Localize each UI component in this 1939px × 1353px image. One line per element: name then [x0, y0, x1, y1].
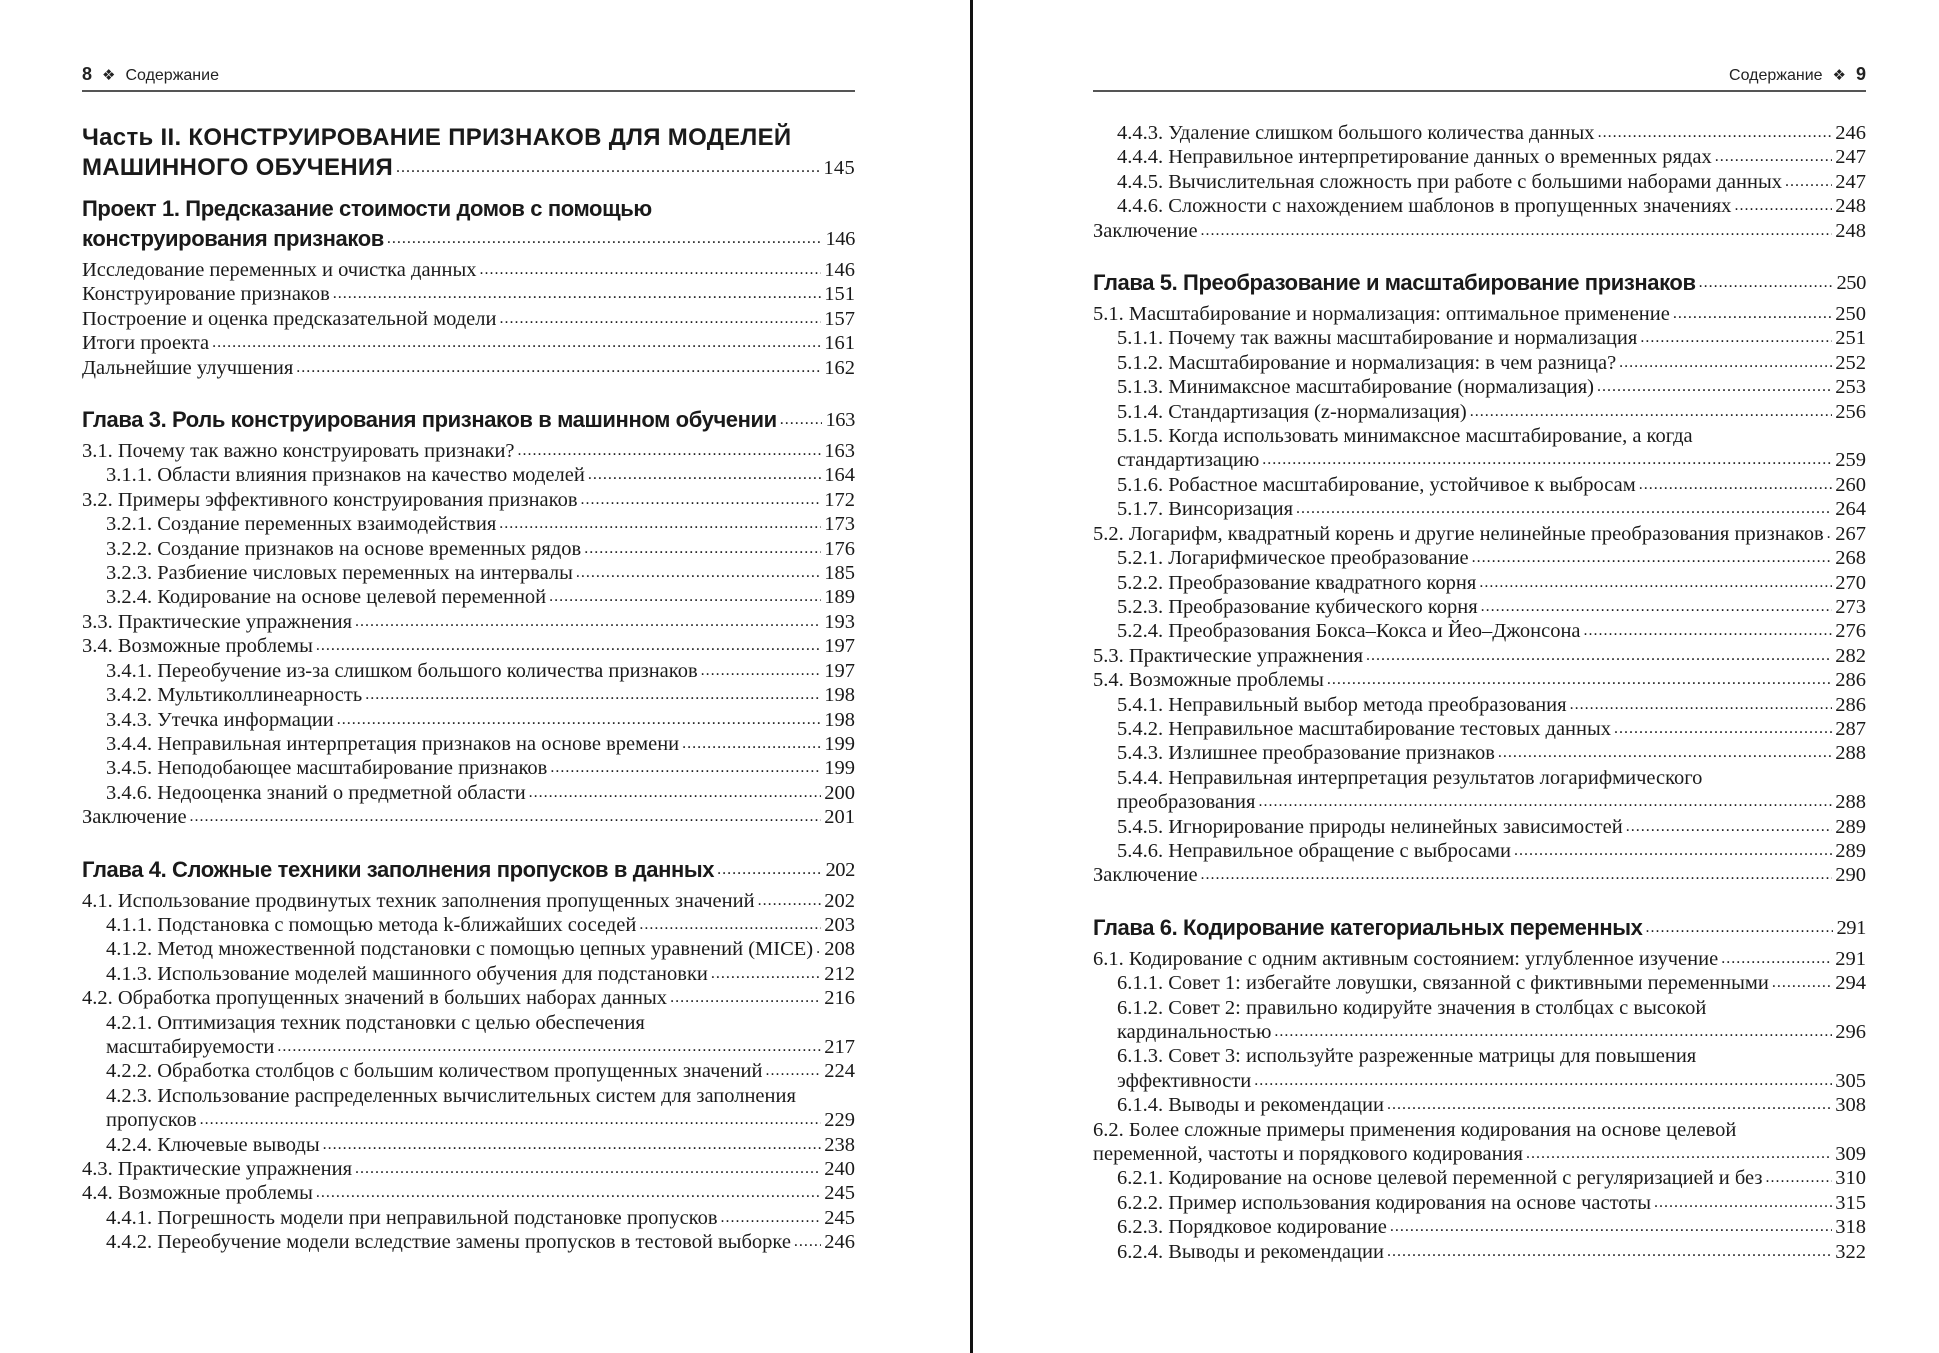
toc-entry	[1093, 741, 1866, 765]
entry-page-number: 248	[1832, 194, 1866, 218]
entry-title: 3.2. Примеры эффективного конструирования признаков . . .	[82, 489, 578, 511]
entry-title: 5.4.6. Неправильное обращение с выбросами . . .	[1117, 840, 1511, 862]
entry-page-number: 246	[821, 1230, 855, 1254]
entry-title: 5.1.1. Почему так важны масштабирование и нормализация . . .	[1117, 327, 1637, 349]
entry-page-number: 172	[821, 488, 855, 512]
toc-entry	[82, 258, 855, 282]
entry-page-number: 276	[1832, 619, 1866, 643]
entry-title: 5.1.6. Робастное масштабирование, устойчивое к выбросам . . .	[1117, 474, 1636, 496]
entry-title: 4.2.4. Ключевые выводы . . .	[106, 1134, 320, 1156]
entry-page-number: 287	[1832, 717, 1866, 741]
entry-title: Дальнейшие улучшения . . .	[82, 357, 293, 379]
entry-title: 3.4.2. Мультиколлинеарность . . .	[106, 684, 362, 706]
page-number: 8	[82, 64, 93, 84]
entry-page-number: 197	[821, 659, 855, 683]
entry-title: Заключение . . .	[82, 806, 187, 828]
toc-entry	[82, 913, 855, 937]
toc-entry	[82, 805, 855, 829]
toc-entry	[1093, 1093, 1866, 1117]
entry-page-number: 267	[1832, 522, 1866, 546]
entry-page-number: 259	[1832, 448, 1866, 472]
chapter-entry	[82, 406, 855, 434]
toc-entry	[1093, 971, 1866, 995]
entry-page-number: 189	[821, 585, 855, 609]
entry-title: 3.4.1. Переобучение из-за слишком большого количества признаков . . .	[106, 660, 698, 682]
entry-title: 6.2.2. Пример использования кодирования на основе частоты . . .	[1117, 1192, 1651, 1214]
entry-title: 3.4.4. Неправильная интерпретация признаков на основе времени . . .	[106, 733, 679, 755]
entry-title: 5.4.2. Неправильное масштабирование тестовых данных . . .	[1117, 718, 1611, 740]
part-entry	[82, 123, 855, 183]
toc-entry	[82, 463, 855, 487]
entry-title: Глава 3. Роль конструирования признаков в машинном обучении . . .	[82, 407, 777, 432]
toc-entry	[82, 439, 855, 463]
entry-title: 3.2.4. Кодирование на основе целевой переменной . . .	[106, 586, 546, 608]
entry-title: 5.3. Практические упражнения . . .	[1093, 645, 1363, 667]
entry-title: 4.2. Обработка пропущенных значений в больших наборах данных . . .	[82, 987, 667, 1009]
entry-page-number: 286	[1832, 668, 1866, 692]
project-entry	[82, 194, 855, 254]
entry-page-number: 246	[1832, 121, 1866, 145]
entry-page-number: 273	[1832, 595, 1866, 619]
entry-page-number: 202	[821, 889, 855, 913]
entry-page-number: 198	[821, 708, 855, 732]
chapter-entry	[1093, 269, 1866, 297]
entry-title: 5.4.3. Излишнее преобразование признаков . . .	[1117, 742, 1495, 764]
entry-title: Глава 6. Кодирование категориальных переменных . . .	[1093, 915, 1643, 940]
entry-page-number: 288	[1832, 790, 1866, 814]
toc-entry	[1093, 863, 1866, 887]
toc-entry	[82, 1206, 855, 1230]
entry-page-number: 291	[1832, 947, 1866, 971]
entry-title: 3.2.3. Разбиение числовых переменных на интервалы . . .	[106, 562, 573, 584]
entry-page-number: 146	[821, 258, 855, 282]
entry-title: 3.1. Почему так важно конструировать признаки? . . .	[82, 440, 515, 462]
entry-title: 5.1. Масштабирование и нормализация: оптимальное применение . . .	[1093, 303, 1670, 325]
entry-page-number: 270	[1832, 571, 1866, 595]
entry-title: Заключение . . .	[1093, 220, 1198, 242]
entry-title: 5.1.4. Стандартизация (z-нормализация) . . .	[1117, 401, 1467, 423]
entry-title: 3.4.6. Недооценка знаний о предметной области . . .	[106, 782, 526, 804]
entry-title: Глава 5. Преобразование и масштабирование признаков . . .	[1093, 270, 1696, 295]
toc-entry	[82, 781, 855, 805]
toc-entry	[82, 708, 855, 732]
toc-entry	[1093, 424, 1866, 473]
toc-entry	[1093, 693, 1866, 717]
toc-entry	[1093, 947, 1866, 971]
running-title: Содержание	[1729, 67, 1823, 84]
entry-title: 4.1. Использование продвинутых техник заполнения пропущенных значений . . .	[82, 890, 755, 912]
entry-page-number: 200	[821, 781, 855, 805]
entry-title: 6.1.3. Совет 3: используйте разреженные матрицы для повышения эффективности . . .	[1117, 1045, 1696, 1091]
entry-page-number: 252	[1832, 351, 1866, 375]
entry-title: 3.1.1. Области влияния признаков на качество моделей . . .	[106, 464, 585, 486]
toc-entry	[1093, 668, 1866, 692]
entry-title: Итоги проекта . . .	[82, 332, 209, 354]
toc-entry	[82, 659, 855, 683]
entry-page-number: 308	[1832, 1093, 1866, 1117]
running-header-left	[82, 64, 855, 92]
entry-page-number: 146	[822, 224, 855, 254]
toc-entry	[82, 986, 855, 1010]
entry-page-number: 185	[821, 561, 855, 585]
toc-entry	[1093, 839, 1866, 863]
entry-page-number: 245	[821, 1181, 855, 1205]
ornament-icon: ❖	[102, 66, 116, 84]
toc-entry	[1093, 717, 1866, 741]
chapter-entry	[82, 856, 855, 884]
entry-title: Часть II. КОНСТРУИРОВАНИЕ ПРИЗНАКОВ ДЛЯ МОДЕЛЕЙ МАШИННОГО ОБУЧЕНИЯ . . .	[82, 124, 791, 181]
entry-title: 6.2.3. Порядковое кодирование . . .	[1117, 1216, 1387, 1238]
toc-entry	[1093, 619, 1866, 643]
entry-title: 6.2.1. Кодирование на основе целевой переменной с регуляризацией и без . . .	[1117, 1167, 1763, 1189]
toc-entry	[82, 488, 855, 512]
toc-entry	[1093, 145, 1866, 169]
entry-title: 4.1.2. Метод множественной подстановки с помощью цепных уравнений (MICE) . . .	[106, 938, 813, 960]
page-gutter-divider	[970, 0, 973, 1353]
running-header-right	[1093, 64, 1866, 92]
entry-title: 4.1.3. Использование моделей машинного обучения для подстановки . . .	[106, 963, 708, 985]
entry-title: Глава 4. Сложные техники заполнения пропусков в данных . . .	[82, 857, 714, 882]
toc-entry	[82, 937, 855, 961]
toc-entry	[82, 356, 855, 380]
toc-entry	[1093, 1118, 1866, 1167]
entry-page-number: 256	[1832, 400, 1866, 424]
toc-entry	[1093, 522, 1866, 546]
running-title: Содержание	[125, 67, 219, 84]
toc-entry	[82, 512, 855, 536]
entry-title: 6.1.2. Совет 2: правильно кодируйте значения в столбцах с высокой кардинальностью . . .	[1117, 997, 1706, 1043]
entry-title: Построение и оценка предсказательной модели . . .	[82, 308, 496, 330]
entry-page-number: 264	[1832, 497, 1866, 521]
toc-entry	[1093, 497, 1866, 521]
toc-entry	[1093, 170, 1866, 194]
entry-title: Исследование переменных и очистка данных . . .	[82, 259, 477, 281]
toc-entry	[1093, 400, 1866, 424]
toc-entry	[1093, 996, 1866, 1045]
toc-entry	[1093, 1240, 1866, 1264]
entry-page-number: 145	[820, 153, 855, 183]
entry-page-number: 202	[822, 856, 855, 884]
toc-entry	[82, 537, 855, 561]
entry-title: 4.1.1. Подстановка с помощью метода k-ближайших соседей . . .	[106, 914, 636, 936]
entry-title: 5.2.1. Логарифмическое преобразование . . .	[1117, 547, 1469, 569]
entry-page-number: 290	[1832, 863, 1866, 887]
toc-entry	[82, 585, 855, 609]
toc-entry	[1093, 302, 1866, 326]
entry-page-number: 199	[821, 732, 855, 756]
toc-entry	[1093, 121, 1866, 145]
entry-title: 5.2.4. Преобразования Бокса–Кокса и Йео–Джонсона . . .	[1117, 620, 1581, 642]
entry-page-number: 197	[821, 634, 855, 658]
toc-entry	[1093, 546, 1866, 570]
entry-page-number: 157	[821, 307, 855, 331]
entry-title: 5.1.5. Когда использовать минимаксное масштабирование, а когда стандартизацию . . .	[1117, 425, 1693, 471]
toc-entry	[82, 610, 855, 634]
entry-page-number: 315	[1832, 1191, 1866, 1215]
entry-page-number: 229	[821, 1108, 855, 1132]
entry-title: 6.2.4. Выводы и рекомендации . . .	[1117, 1241, 1384, 1263]
entry-title: 4.2.1. Оптимизация техник подстановки с целью обеспечения масштабируемости . . .	[106, 1012, 645, 1058]
entry-title: 4.4.2. Переобучение модели вследствие замены пропусков в тестовой выборке . . .	[106, 1231, 791, 1253]
toc-entry	[1093, 766, 1866, 815]
toc-entry	[1093, 473, 1866, 497]
entry-page-number: 296	[1832, 1020, 1866, 1044]
toc-entry	[82, 889, 855, 913]
entry-page-number: 151	[821, 282, 855, 306]
entry-title: 4.4.6. Сложности с нахождением шаблонов в пропущенных значениях . . .	[1117, 195, 1731, 217]
entry-page-number: 216	[821, 986, 855, 1010]
toc-entry	[82, 634, 855, 658]
entry-page-number: 310	[1832, 1166, 1866, 1190]
entry-page-number: 289	[1832, 815, 1866, 839]
entry-page-number: 253	[1832, 375, 1866, 399]
entry-title: 6.1.4. Выводы и рекомендации . . .	[1117, 1094, 1384, 1116]
entry-page-number: 164	[821, 463, 855, 487]
toc-entry	[1093, 219, 1866, 243]
toc-entry	[1093, 326, 1866, 350]
entry-page-number: 286	[1832, 693, 1866, 717]
entry-title: 5.2. Логарифм, квадратный корень и другие нелинейные преобразования признаков . . .	[1093, 523, 1824, 545]
entry-page-number: 173	[821, 512, 855, 536]
entry-title: 5.4.1. Неправильный выбор метода преобразования . . .	[1117, 694, 1567, 716]
entry-title: Конструирование признаков . . .	[82, 283, 330, 305]
entry-page-number: 162	[821, 356, 855, 380]
toc-entry	[82, 561, 855, 585]
entry-title: 5.4.4. Неправильная интерпретация результатов логарифмического преобразования . . .	[1117, 767, 1702, 813]
toc-entry	[82, 683, 855, 707]
entry-title: 3.2.1. Создание переменных взаимодействия . . .	[106, 513, 496, 535]
toc-entry	[82, 331, 855, 355]
toc-entry	[82, 1230, 855, 1254]
entry-page-number: 282	[1832, 644, 1866, 668]
entry-page-number: 208	[821, 937, 855, 961]
entry-title: 4.4.5. Вычислительная сложность при работе с большими наборами данных . . .	[1117, 171, 1782, 193]
toc-entry	[82, 1084, 855, 1133]
entry-page-number: 248	[1832, 219, 1866, 243]
chapter-entry	[1093, 914, 1866, 942]
entry-page-number: 294	[1832, 971, 1866, 995]
toc-entry	[1093, 351, 1866, 375]
toc-entry	[82, 307, 855, 331]
entry-title: 4.2.2. Обработка столбцов с большим количеством пропущенных значений . . .	[106, 1060, 763, 1082]
entry-page-number: 176	[821, 537, 855, 561]
toc-entry	[1093, 644, 1866, 668]
toc-entry	[82, 282, 855, 306]
entry-page-number: 203	[821, 913, 855, 937]
entry-page-number: 201	[821, 805, 855, 829]
toc-entry	[82, 1181, 855, 1205]
toc-entry	[1093, 194, 1866, 218]
entry-title: 4.4.4. Неправильное интерпретирование данных о временных рядах . . .	[1117, 146, 1712, 168]
toc-entry	[1093, 1215, 1866, 1239]
toc-entry	[1093, 1191, 1866, 1215]
entry-page-number: 251	[1832, 326, 1866, 350]
entry-title: 3.2.2. Создание признаков на основе временных рядов . . .	[106, 538, 581, 560]
entry-page-number: 240	[821, 1157, 855, 1181]
entry-title: 5.1.3. Минимаксное масштабирование (нормализация) . . .	[1117, 376, 1594, 398]
entry-title: 3.3. Практические упражнения . . .	[82, 611, 352, 633]
entry-title: 5.4.5. Игнорирование природы нелинейных зависимостей . . .	[1117, 816, 1623, 838]
toc-entry	[1093, 1044, 1866, 1093]
entry-page-number: 163	[821, 439, 855, 463]
entry-page-number: 289	[1832, 839, 1866, 863]
toc-entry	[82, 1011, 855, 1060]
entry-title: 4.4.1. Погрешность модели при неправильной подстановке пропусков . . .	[106, 1207, 718, 1229]
entry-title: Проект 1. Предсказание стоимости домов с помощью конструирования признаков . . .	[82, 196, 652, 251]
toc-entry	[1093, 571, 1866, 595]
entry-page-number: 247	[1832, 170, 1866, 194]
entry-page-number: 305	[1832, 1069, 1866, 1093]
entry-page-number: 291	[1833, 914, 1866, 942]
entry-title: 4.3. Практические упражнения . . .	[82, 1158, 352, 1180]
page-number: 9	[1855, 64, 1866, 84]
entry-page-number: 163	[822, 406, 855, 434]
entry-page-number: 193	[821, 610, 855, 634]
entry-title: 4.2.3. Использование распределенных вычислительных систем для заполнения пропусков . . .	[106, 1085, 796, 1131]
entry-title: 5.2.2. Преобразование квадратного корня . . .	[1117, 572, 1476, 594]
entry-page-number: 309	[1832, 1142, 1866, 1166]
entry-page-number: 212	[821, 962, 855, 986]
toc-entry	[82, 1157, 855, 1181]
entry-page-number: 217	[821, 1035, 855, 1059]
toc-entry	[82, 1059, 855, 1083]
entry-page-number: 198	[821, 683, 855, 707]
entry-title: 4.4.3. Удаление слишком большого количества данных . . .	[1117, 122, 1595, 144]
toc-entry	[1093, 375, 1866, 399]
entry-title: 6.1.1. Совет 1: избегайте ловушки, связанной с фиктивными переменными . . .	[1117, 972, 1769, 994]
entry-title: 6.1. Кодирование с одним активным состоянием: углубленное изучение . . .	[1093, 948, 1718, 970]
entry-title: 5.1.2. Масштабирование и нормализация: в чем разница? . . .	[1117, 352, 1616, 374]
toc-entry	[1093, 815, 1866, 839]
entry-title: Заключение . . .	[1093, 864, 1198, 886]
entry-page-number: 247	[1832, 145, 1866, 169]
entry-page-number: 260	[1832, 473, 1866, 497]
entry-page-number: 250	[1832, 302, 1866, 326]
entry-page-number: 288	[1832, 741, 1866, 765]
entry-title: 6.2. Более сложные примеры применения кодирования на основе целевой переменной, частоты и порядкового кодирования . . .	[1093, 1119, 1736, 1165]
toc-entry	[82, 732, 855, 756]
entry-page-number: 322	[1832, 1240, 1866, 1264]
toc-entry	[82, 962, 855, 986]
toc-entry	[1093, 1166, 1866, 1190]
entry-page-number: 161	[821, 331, 855, 355]
entry-title: 5.4. Возможные проблемы . . .	[1093, 669, 1324, 691]
entry-title: 5.2.3. Преобразование кубического корня . . .	[1117, 596, 1478, 618]
entry-page-number: 238	[821, 1133, 855, 1157]
entry-title: 5.1.7. Винсоризация . . .	[1117, 498, 1293, 520]
entry-page-number: 245	[821, 1206, 855, 1230]
ornament-icon: ❖	[1832, 66, 1846, 84]
table-of-contents-right	[1093, 121, 1866, 1264]
entry-page-number: 268	[1832, 546, 1866, 570]
entry-page-number: 250	[1833, 269, 1866, 297]
entry-title: 3.4.3. Утечка информации . . .	[106, 709, 334, 731]
toc-entry	[82, 1133, 855, 1157]
toc-entry	[82, 756, 855, 780]
table-of-contents-left	[82, 123, 855, 1255]
entry-page-number: 199	[821, 756, 855, 780]
entry-title: 4.4. Возможные проблемы . . .	[82, 1182, 313, 1204]
entry-title: 3.4. Возможные проблемы . . .	[82, 635, 313, 657]
entry-page-number: 224	[821, 1059, 855, 1083]
toc-entry	[1093, 595, 1866, 619]
entry-title: 3.4.5. Неподобающее масштабирование признаков . . .	[106, 757, 547, 779]
entry-page-number: 318	[1832, 1215, 1866, 1239]
